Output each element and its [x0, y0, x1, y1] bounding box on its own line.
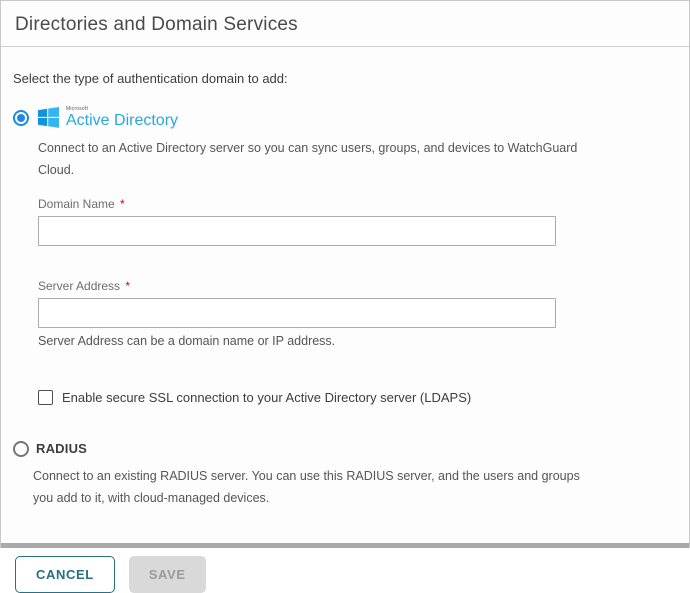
active-directory-logo: [37, 106, 178, 129]
ssl-checkbox-label: Enable secure SSL connection to your Active Directory server (LDAPS): [62, 389, 472, 405]
microsoft-brand-text: Microsoft: [66, 105, 89, 112]
required-asterisk: *: [125, 278, 131, 293]
active-directory-description: Connect to an Active Directory server so you can sync users, groups, and devices to WatchGuard Cloud.: [38, 141, 578, 177]
required-asterisk: *: [120, 196, 125, 211]
active-directory-option[interactable]: [13, 106, 689, 129]
action-bar: [15, 556, 689, 593]
server-address-label: Server Address *: [38, 278, 131, 293]
radius-label: RADIUS: [36, 441, 88, 457]
save-button[interactable]: SAVE: [129, 556, 206, 593]
intro-text: Select the type of authentication domain to add:: [13, 71, 288, 86]
page-title: Directories and Domain Services: [15, 14, 298, 35]
ssl-checkbox[interactable]: [38, 390, 53, 405]
domain-name-input[interactable]: [38, 216, 556, 246]
radius-description: Connect to an existing RADIUS server. You can use this RADIUS server, and the users and groups you add to it, with cloud-managed devices.: [33, 468, 580, 505]
server-address-input[interactable]: [38, 298, 556, 328]
windows-flag-icon: [37, 106, 60, 129]
window-bottom-edge: [1, 543, 689, 548]
title-divider: [1, 46, 689, 47]
radius-option[interactable]: [13, 441, 689, 457]
active-directory-label: Active Directory: [66, 111, 179, 129]
cancel-button[interactable]: CANCEL: [15, 556, 115, 593]
server-address-help: Server Address can be a domain name or IP address.: [38, 333, 336, 348]
radius-radio[interactable]: [13, 441, 29, 457]
active-directory-radio[interactable]: [13, 110, 29, 126]
ssl-checkbox-row[interactable]: [38, 390, 689, 405]
domain-name-label: Domain Name *: [38, 196, 125, 211]
